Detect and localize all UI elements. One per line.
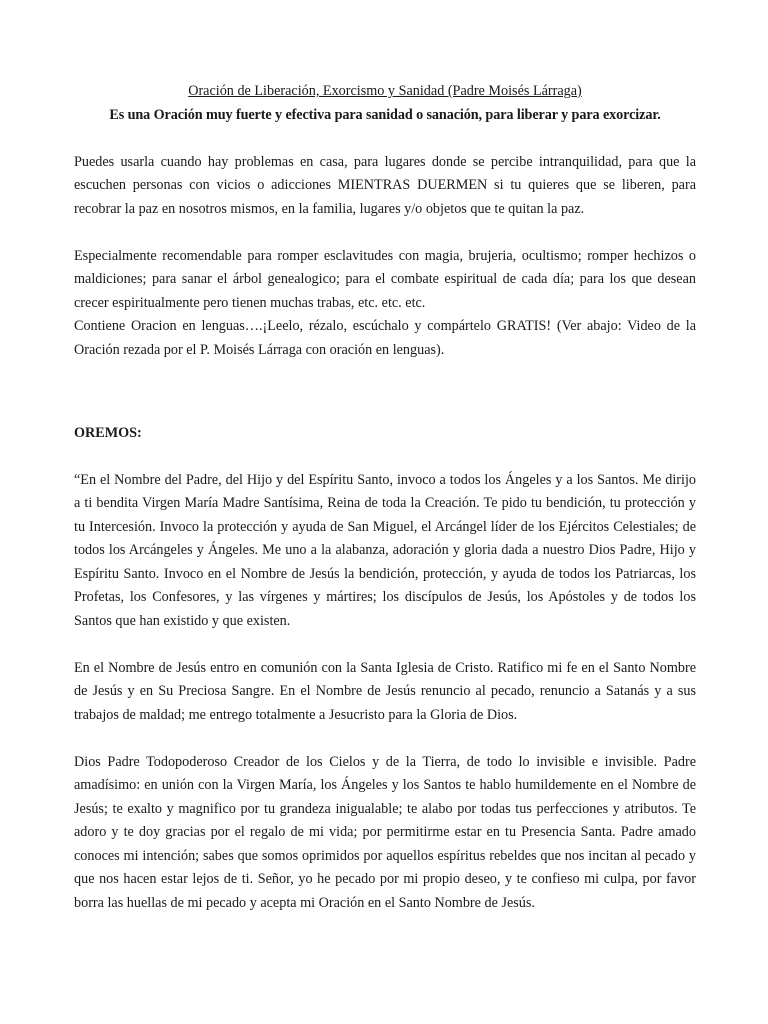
document-title: Oración de Liberación, Exorcismo y Sanidad (Padre Moisés Lárraga) (188, 83, 582, 99)
paragraph-spacer (74, 727, 696, 751)
paragraph-spacer (74, 633, 696, 657)
section-spacer (74, 398, 696, 422)
prayer-paragraph-1: “En el Nombre del Padre, del Hijo y del Espíritu Santo, invoco a todos los Ángeles y a los Santos. Me dirijo a ti bendita Virgen María Madre Santísima, Reina de toda la Creación. Te pido tu bendición, tu protección y tu Intercesión. Invoco la protección y ayuda de San Miguel, el Arcángel líder de los Ejércitos Celestiales; de todos los Arcángeles y Ángeles. Me uno a la alabanza, adoración y gloria dada a nuestro Dios Padre, Hijo y Espíritu Santo. Invoco en el Nombre de Jesús la bendición, protección, y ayuda de todos los Patriarcas, los Profetas, los Confesores, y las vírgenes y mártires; los discípulos de Jesús, los Apóstoles y de todos los Santos que han existido y que existen. (74, 471, 696, 629)
document-subtitle: Es una Oración muy fuerte y efectiva para sanidad o sanación, para liberar y para exorcizar. (109, 106, 661, 123)
intro-paragraph-2: Especialmente recomendable para romper esclavitudes con magia, brujeria, ocultismo; romper hechizos o maldiciones; para sanar el árbol genealogico; para el combate espiritual de cada día; para los que desean crecer espiritualmente pero tienen muchas trabas, etc. etc. etc. (74, 247, 696, 311)
prayer-paragraph-3: Dios Padre Todopoderoso Creador de los Cielos y de la Tierra, de todo lo invisible e invisible. Padre amadísimo: en unión con la Virgen María, los Ángeles y los Santos te hablo humildemente en el Nombre de Jesús; te exalto y magnifico por tu grandeza inigualable; te alabo por todas tus perfecciones y atributos. Te adoro y te doy gracias por el regalo de mi vida; por permitirme estar en tu Presencia Santa. Padre amado conoces mi intención; sabes que somos oprimidos por aquellos espíritus rebeldes que nos incitan al pecado y que nos hacen estar lejos de ti. Señor, yo he pecado por mi propio deseo, y te confieso mi culpa, por favor borra las huellas de mi pecado y acepta mi Oración en el Santo Nombre de Jesús. (74, 753, 696, 911)
section-heading: OREMOS: (74, 424, 142, 441)
paragraph-spacer (74, 445, 696, 469)
intro-paragraph-3: Contiene Oracion en lenguas….¡Leelo, rézalo, escúchalo y compártelo GRATIS! (Ver abajo: Video de la Oración rezada por el P. Moisés Lárraga con oración en lenguas). (74, 318, 696, 358)
paragraph-spacer (74, 221, 696, 245)
intro-paragraph-1: Puedes usarla cuando hay problemas en casa, para lugares donde se percibe intranquilidad, para que la escuchen personas con vicios o adicciones MIENTRAS DUERMEN si tu quieres que se liberen, para recobrar la paz en nosotros mismos, en la familia, lugares y/o objetos que te quitan la paz. (74, 153, 696, 217)
document-page (74, 80, 696, 915)
prayer-paragraph-2: En el Nombre de Jesús entro en comunión con la Santa Iglesia de Cristo. Ratifico mi fe en el Santo Nombre de Jesús y en Su Preciosa Sangre. En el Nombre de Jesús renuncio al pecado, renuncio a Satanás y a sus trabajos de maldad; me entrego totalmente a Jesucristo para la Gloria de Dios. (74, 659, 696, 723)
section-spacer (74, 362, 696, 398)
